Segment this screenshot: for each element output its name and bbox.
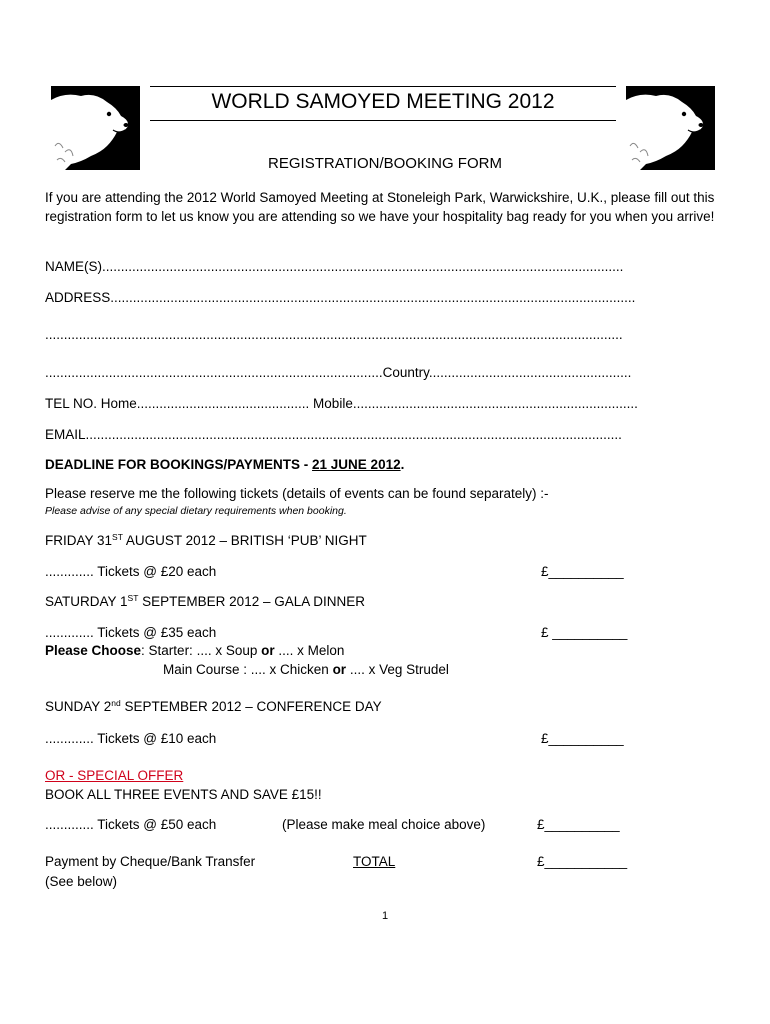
intro-paragraph: If you are attending the 2012 World Samoyed Meeting at Stoneleigh Park, Warwickshire, U.K., please fill out this registration form to let us know you are attending so we have your hospitality bag ready for you when you arrive! xyxy=(45,190,715,224)
meal-choice-starter[interactable] xyxy=(45,642,344,660)
sunday-heading-post: SEPTEMBER 2012 – CONFERENCE DAY xyxy=(120,699,382,714)
main-or: or xyxy=(332,662,347,677)
special-offer-heading: OR - SPECIAL OFFER xyxy=(45,768,184,783)
payment-label: Payment by Cheque/Bank Transfer xyxy=(45,854,256,869)
form-subtitle: REGISTRATION/BOOKING FORM xyxy=(268,155,502,172)
saturday-heading xyxy=(45,593,365,611)
offer-amount[interactable]: £__________ xyxy=(537,817,620,832)
reserve-line: Please reserve me the following tickets (details of events can be found separately) :- xyxy=(45,486,549,501)
main-veg-strudel: .... x Veg Strudel xyxy=(346,662,449,677)
main-chicken: Main Course : .... x Chicken xyxy=(163,662,333,677)
saturday-heading-pre: SATURDAY 1 xyxy=(45,594,128,609)
page-number: 1 xyxy=(381,910,389,922)
saturday-amount[interactable]: £ __________ xyxy=(541,625,628,640)
telephone-field[interactable]: TEL NO. Home.............................................. Mobile............................................................................ xyxy=(45,396,638,411)
deadline-line xyxy=(45,456,404,474)
sunday-amount[interactable]: £__________ xyxy=(541,731,624,746)
deadline-label: DEADLINE FOR BOOKINGS/PAYMENTS - xyxy=(45,457,313,472)
offer-tickets[interactable]: ............. Tickets @ £50 each xyxy=(45,817,217,832)
title-bottom-rule xyxy=(150,120,616,121)
friday-heading-pre: FRIDAY 31 xyxy=(45,533,113,548)
sunday-heading xyxy=(45,698,382,716)
starter-soup: : Starter: .... x Soup xyxy=(141,643,262,658)
title-top-rule xyxy=(150,86,616,87)
email-field[interactable]: EMAIL............................................................................................................................................... xyxy=(45,427,622,442)
name-field[interactable]: NAME(S)........................................................................................................................................... xyxy=(45,259,624,274)
total-amount[interactable]: £___________ xyxy=(537,854,628,869)
dietary-note: Please advise of any special dietary requirements when booking. xyxy=(45,505,347,517)
sunday-tickets[interactable]: ............. Tickets @ £10 each xyxy=(45,731,217,746)
saturday-tickets[interactable]: ............. Tickets @ £35 each xyxy=(45,625,217,640)
deadline-date: 21 JUNE 2012 xyxy=(312,457,401,472)
deadline-end: . xyxy=(400,457,405,472)
address-country-field[interactable]: ..........................................................................................Country...................................................... xyxy=(45,365,632,380)
friday-tickets[interactable]: ............. Tickets @ £20 each xyxy=(45,564,217,579)
total-label: TOTAL xyxy=(353,854,396,869)
sunday-heading-sup: nd xyxy=(111,698,121,708)
sunday-heading-pre: SUNDAY 2 xyxy=(45,699,112,714)
starter-or: or xyxy=(261,643,275,658)
please-choose-label: Please Choose xyxy=(45,643,142,658)
friday-heading-sup: ST xyxy=(112,532,123,542)
address-line-2-field[interactable]: .......................................................................................................................................................... xyxy=(45,327,623,342)
friday-amount[interactable]: £__________ xyxy=(541,564,624,579)
offer-note: (Please make meal choice above) xyxy=(282,817,486,832)
page-title: WORLD SAMOYED MEETING 2012 xyxy=(211,90,555,113)
saturday-heading-post: SEPTEMBER 2012 – GALA DINNER xyxy=(138,594,365,609)
address-field[interactable]: ADDRESS............................................................................................................................................ xyxy=(45,290,636,305)
friday-heading-post: AUGUST 2012 – BRITISH ‘PUB’ NIGHT xyxy=(122,533,367,548)
meal-choice-main[interactable] xyxy=(163,661,449,679)
see-below-note: (See below) xyxy=(45,874,118,889)
starter-melon: .... x Melon xyxy=(274,643,345,658)
saturday-heading-sup: ST xyxy=(127,593,139,603)
friday-heading xyxy=(45,532,367,550)
special-offer-line: BOOK ALL THREE EVENTS AND SAVE £15!! xyxy=(45,787,322,802)
